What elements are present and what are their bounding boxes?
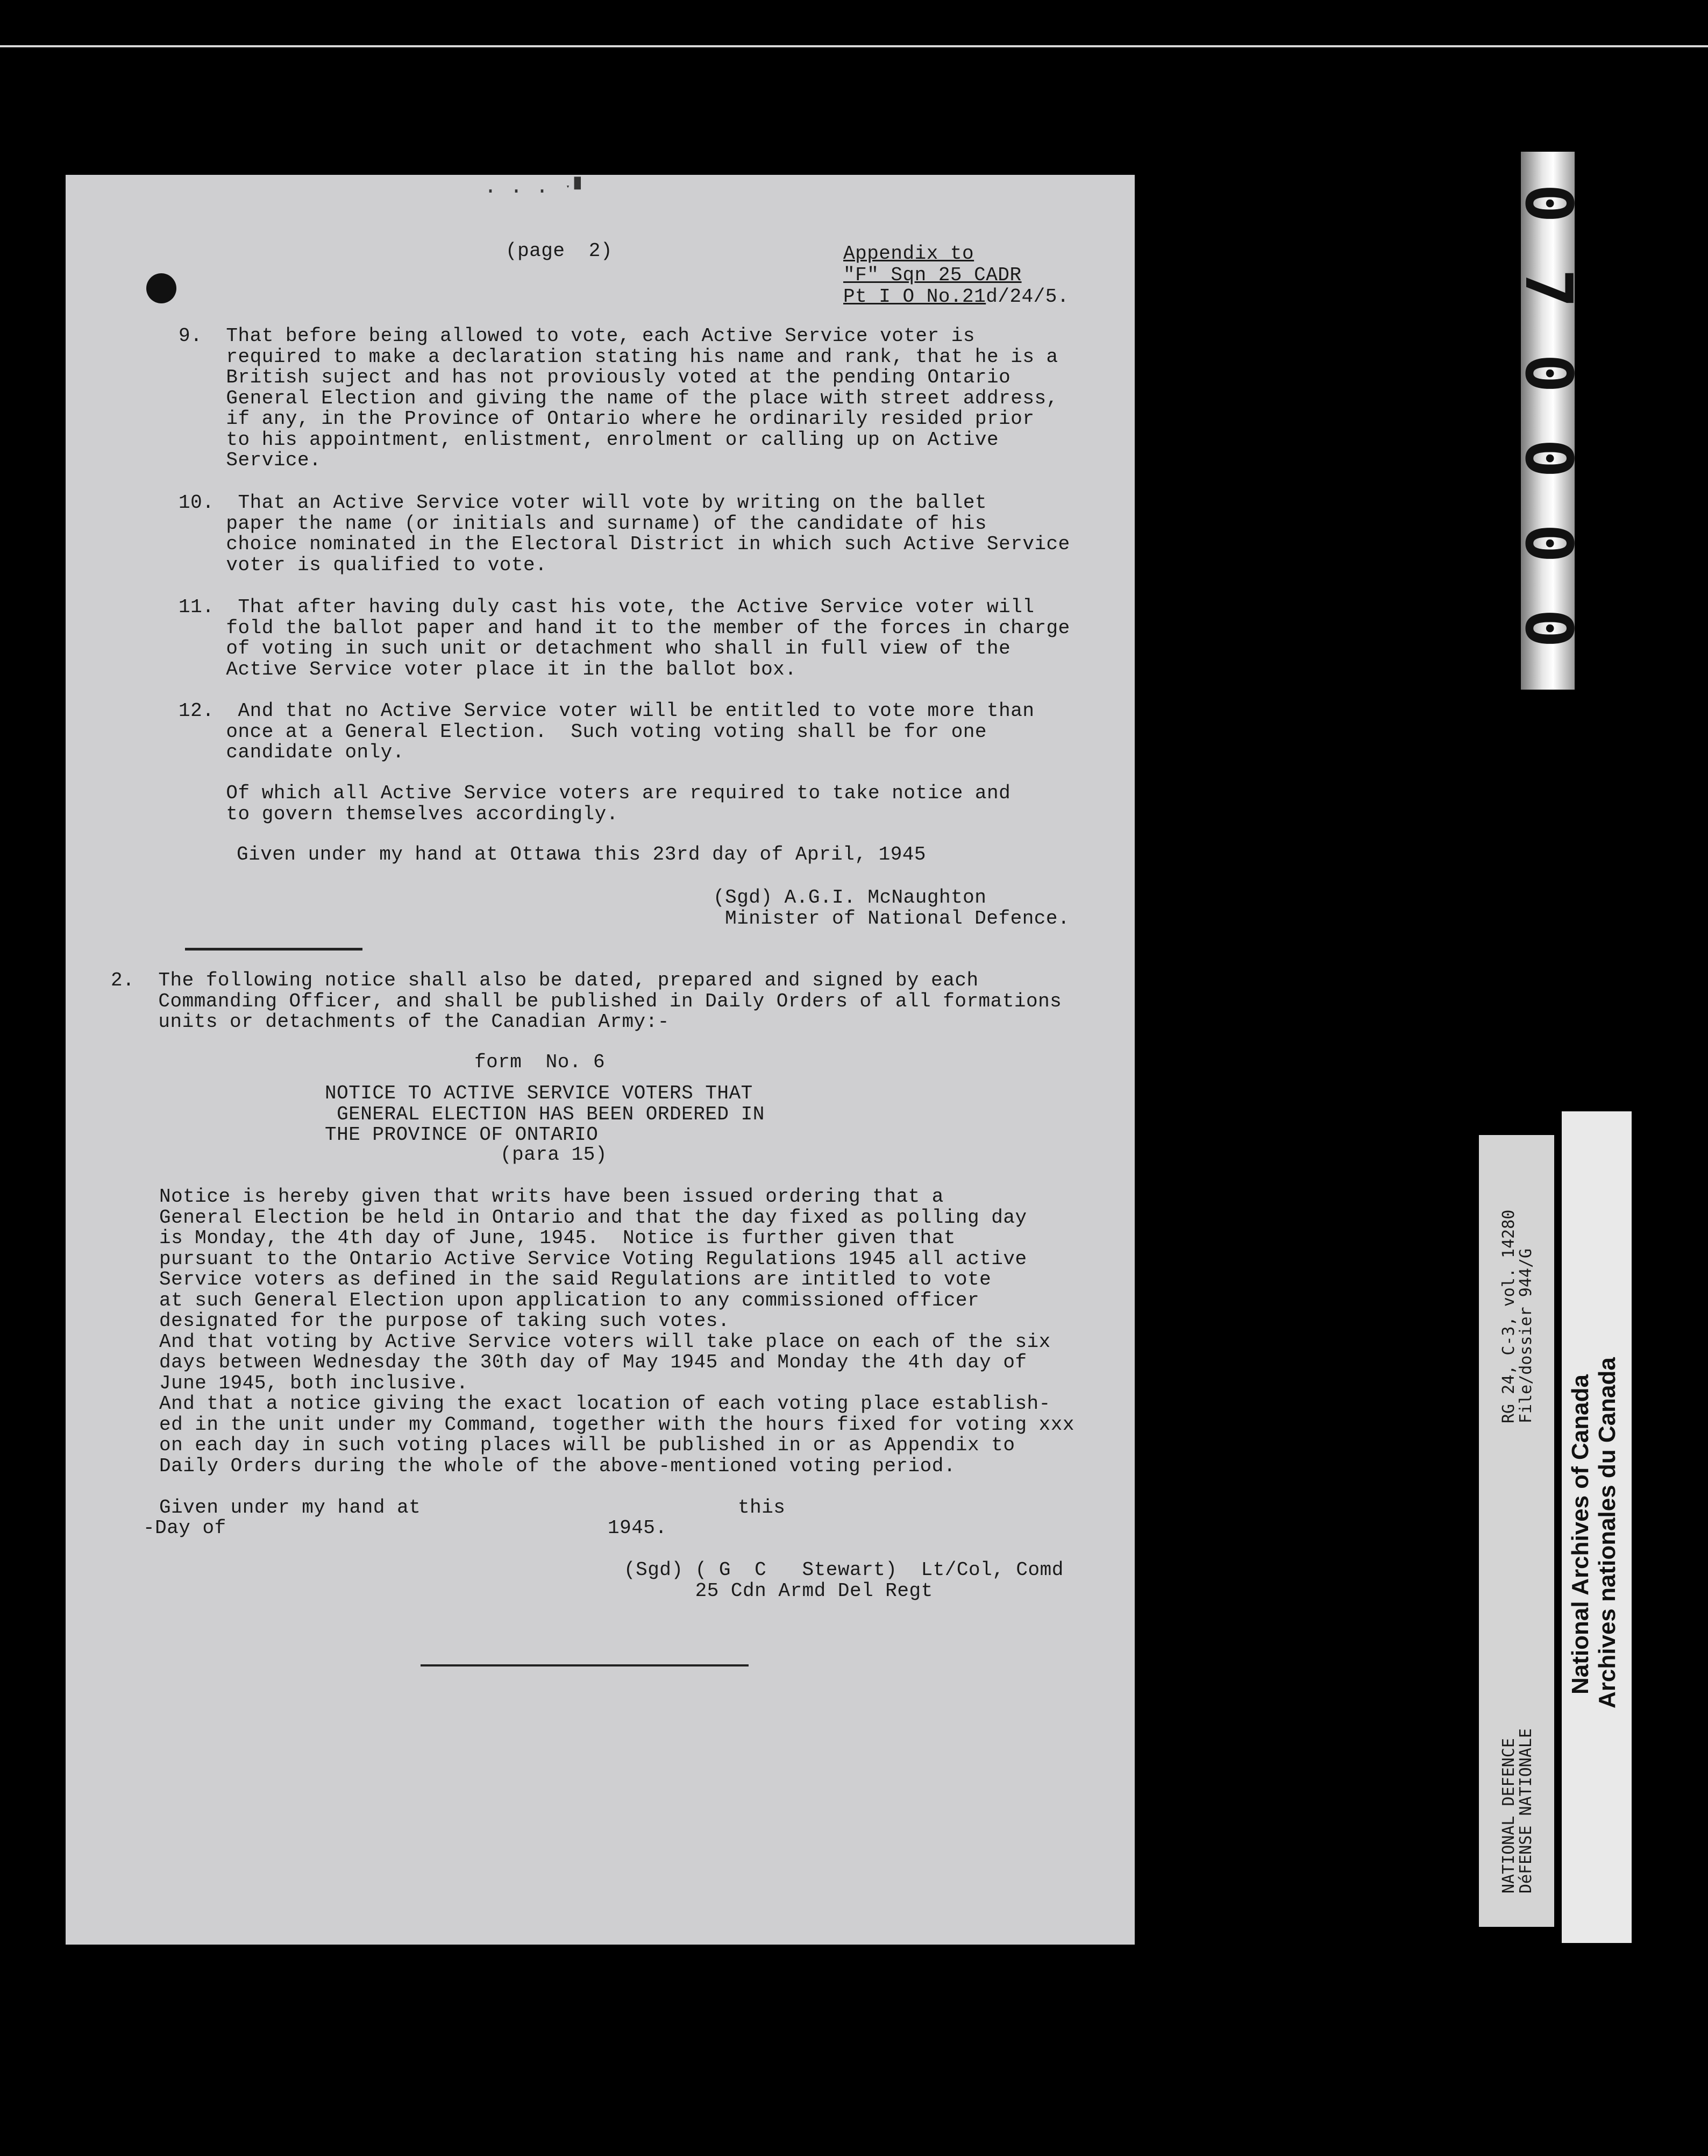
department-line-2: DéFENSE NATIONALE: [1517, 1728, 1535, 1893]
reference-line-1: RG 24, C-3, vol. 14280: [1499, 1209, 1518, 1423]
counter-digit: 0: [1511, 353, 1585, 393]
ink-speck: · · · ˑ▘: [484, 180, 588, 204]
day-of-label: -Day of: [143, 1517, 226, 1539]
paragraph-9: 9. That before being allowed to vote, each Active Service voter is required to make a declaration stating his name and rank, that he is a British suject and has not proviously voted at the pending Ontario General Election and giving the name of the place with street address, if any, in the Province of Ontario where he ordinarily resided prior to his appointment, enlistment, enrolment or calling up on Active Service.: [179, 325, 1058, 471]
year-label: 1945.: [608, 1517, 667, 1539]
notice-heading: NOTICE TO ACTIVE SERVICE VOTERS THAT GENERAL ELECTION HAS BEEN ORDERED IN THE PROVINCE OF ONTARIO: [325, 1082, 765, 1146]
paragraph-reference: (para 15): [500, 1144, 607, 1166]
appendix-line-3: Pt I O No.21: [843, 286, 986, 308]
counter-digit: 0: [1511, 608, 1585, 648]
form-number: form No. 6: [474, 1051, 606, 1073]
counter-digit: 0: [1511, 438, 1585, 478]
appendix-line-1: Appendix to: [843, 243, 974, 265]
counter-digit: 7: [1511, 268, 1585, 308]
divider-short: [185, 948, 362, 951]
appendix-line-2: "F" Sqn 25 CADR: [843, 264, 1022, 286]
this-label: this: [738, 1497, 786, 1519]
paragraph-12: 12. And that no Active Service voter will be entitled to vote more than once at a General Election. Such voting voting shall be for one candidate only.: [179, 700, 1035, 763]
notice-to-voters: Of which all Active Service voters are required to take notice and to govern themselves accordingly.: [226, 782, 1011, 825]
page-number: (page 2): [506, 240, 613, 262]
minister-signature: (Sgd) A.G.I. McNaughton Minister of National Defence.: [713, 886, 1070, 930]
reference-line-2: File/dossier 944/G: [1517, 1248, 1535, 1423]
film-top-edge: [0, 45, 1708, 47]
department-line-1: NATIONAL DEFENCE: [1499, 1738, 1518, 1893]
archive-name-french: Archives nationales du Canada: [1594, 1357, 1620, 1708]
given-at-ottawa: Given under my hand at Ottawa this 23rd day of April, 1945: [237, 843, 927, 866]
given-under-hand: Given under my hand at: [159, 1497, 421, 1519]
notice-body: Notice is hereby given that writs have been issued ordering that a General Election be held in Ontario and that the day fixed as polling day is Monday, the 4th day of June, 1945. Notice is further given that pursuant to the Ontario Active Service Voting Regulations 1945 all active Service voters as defined in the said Regulations are intitled to vote at such General Election upon application to any commissioned officer designated for the purpose of taking such votes. And that voting by Active Service voters will take place on each of the six days between Wednesday the 30th day of May 1945 and Monday the 4th day of June 1945, both inclusive. And that a notice giving the exact location of each voting place establish- ed in the unit under my Command, together with the hours fixed for voting xxx on each day in such voting places will be published in or as Appendix to Daily Orders during the whole of the above-mentioned voting period.: [159, 1186, 1074, 1477]
frame-counter: [1511, 152, 1585, 690]
commanding-officer-signature: (Sgd) ( G C Stewart) Lt/Col, Comd 25 Cdn Armd Del Regt: [624, 1559, 1064, 1602]
appendix-reference: [843, 243, 1069, 308]
paragraph-2: 2. The following notice shall also be dated, prepared and signed by each Commanding Officer, and shall be published in Daily Orders of all formations units or detachments of the Canadian Army:-: [111, 969, 1062, 1033]
paragraph-11: 11. That after having duly cast his vote, the Active Service voter will fold the ballot paper and hand it to the member of the forces in charge of voting in such unit or detachment who shall in full view of the Active Service voter place it in the ballot box.: [179, 596, 1070, 680]
counter-digit: 0: [1511, 183, 1585, 223]
counter-digit: 0: [1511, 523, 1585, 563]
paragraph-10: 10. That an Active Service voter will vote by writing on the ballet paper the name (or initials and surname) of the candidate of his choice nominated in the Electoral District in which such Active Service voter is qualified to vote.: [179, 492, 1070, 576]
archive-name-english: National Archives of Canada: [1567, 1374, 1593, 1694]
divider-long: [421, 1664, 749, 1666]
punch-hole: [146, 273, 176, 303]
appendix-line-3-tail: d/24/5.: [986, 286, 1069, 308]
